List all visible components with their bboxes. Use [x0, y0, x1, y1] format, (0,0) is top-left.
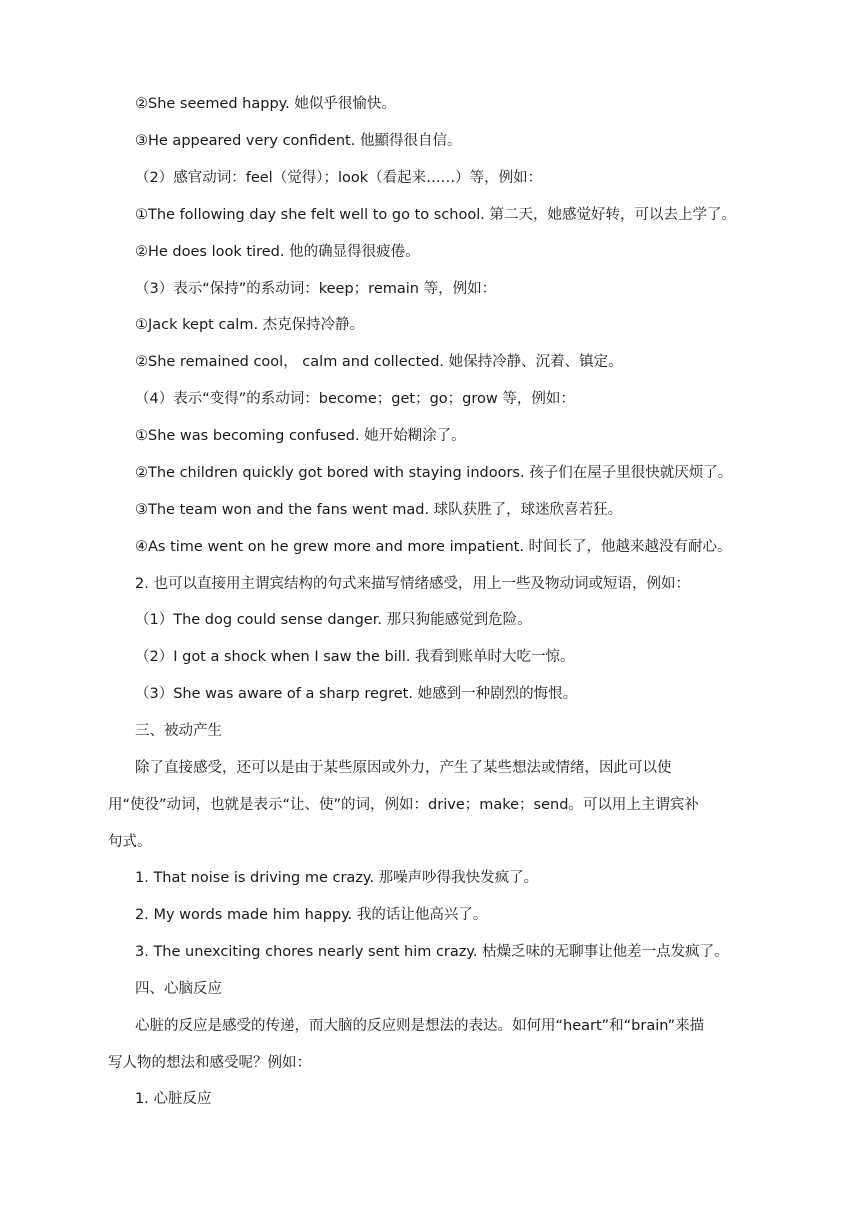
paragraph-line: 写人物的想法和感受呢？例如： [108, 1055, 311, 1071]
paragraph-line: 心脏的反应是感受的传递，而大脑的反应则是想法的表达。如何用“heart”和“brain”来描 [135, 1018, 705, 1034]
example-line: ①The following day she felt well to go to school. 第二天，她感觉好转，可以去上学了。 [135, 207, 736, 223]
paragraph-line: 用“使役”动词，也就是表示“让、使”的词，例如：drive；make；send。可以用上主谓宾补 [108, 797, 699, 813]
numbered-point: 2. 也可以直接用主谓宾结构的句式来描写情绪感受，用上一些及物动词或短语，例如： [135, 576, 690, 592]
example-line: ②She seemed happy. 她似乎很愉快。 [135, 96, 396, 112]
example-line: ④As time went on he grew more and more impatient. 时间长了，他越来越没有耐心。 [135, 539, 732, 555]
subheading: （3）表示“保持”的系动词：keep；remain 等，例如： [135, 281, 497, 297]
example-line: （2）I got a shock when I saw the bill. 我看到账单时大吃一惊。 [135, 649, 575, 665]
example-line: ③He appeared very confident. 他顯得很自信。 [135, 133, 462, 149]
section-heading: 三、被动产生 [135, 723, 222, 739]
example-line: ③The team won and the fans went mad. 球队获胜了，球迷欣喜若狂。 [135, 502, 623, 518]
numbered-point: 1. 心脏反应 [135, 1091, 212, 1107]
example-line: ②She remained cool， calm and collected. 她保持冷静、沉着、镇定。 [135, 354, 623, 370]
example-line: （3）She was aware of a sharp regret. 她感到一种剧烈的悔恨。 [135, 686, 578, 702]
example-line: （1）The dog could sense danger. 那只狗能感觉到危险。 [135, 612, 532, 628]
paragraph-line: 除了直接感受，还可以是由于某些原因或外力，产生了某些想法或情绪，因此可以使 [135, 760, 672, 776]
example-line: ②He does look tired. 他的确显得很疲倦。 [135, 244, 420, 260]
example-line: 2. My words made him happy. 我的话让他高兴了。 [135, 907, 488, 923]
paragraph-line: 句式。 [108, 834, 152, 850]
example-line: ②The children quickly got bored with staying indoors. 孩子们在屋子里很快就厌烦了。 [135, 465, 733, 481]
subheading: （4）表示“变得”的系动词：become；get；go；grow 等，例如： [135, 391, 575, 407]
subheading: （2）感官动词：feel（觉得）；look（看起来……）等，例如： [135, 170, 543, 186]
example-line: 1. That noise is driving me crazy. 那噪声吵得我快发疯了。 [135, 870, 539, 886]
example-line: ①Jack kept calm. 杰克保持冷静。 [135, 317, 365, 333]
example-line: ①She was becoming confused. 她开始糊涂了。 [135, 428, 466, 444]
example-line: 3. The unexciting chores nearly sent him crazy. 枯燥乏味的无聊事让他差一点发疯了。 [135, 944, 729, 960]
section-heading: 四、心脑反应 [135, 981, 222, 997]
